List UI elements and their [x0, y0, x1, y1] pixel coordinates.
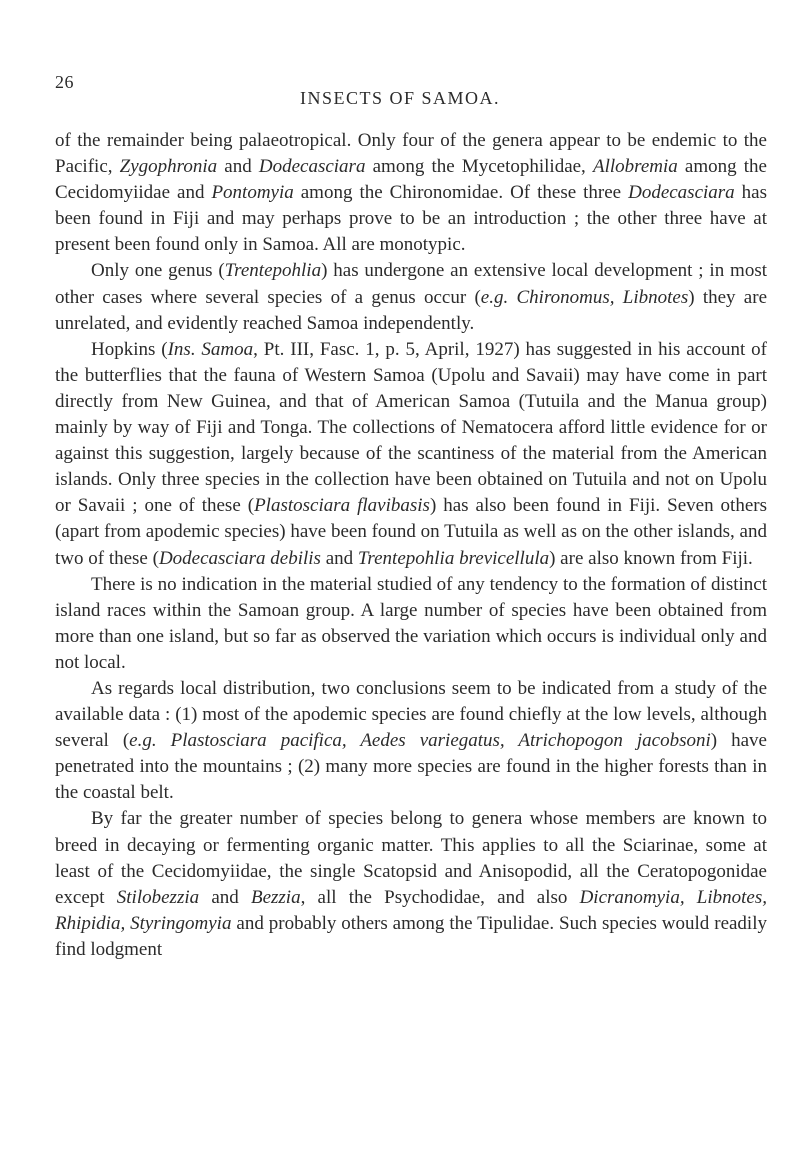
- paragraph: By far the greater number of species belong to genera whose members are known to breed in decaying or fermenting organic matter. This applies to all the Sciarinae, some at least of the Cecidomyiidae, the single Scatopsid and Anisopodid, all the Ceratopogonidae except Stilobezzia and Bezzia, all the Psychodidae, and also Dicranomyia, Libnotes, Rhipidia, Styringomyia and probably others among the Tipulidae. Such species would readily find lodgment: [55, 808, 767, 960]
- body-text: [55, 128, 767, 963]
- paragraph: Only one genus (Trentepohlia) has undergone an extensive local development ; in most other cases where several species of a genus occur (e.g. Chironomus, Libnotes) they are unrelated, and evidently reached Samoa independently.: [55, 260, 767, 334]
- paragraph: As regards local distribution, two conclusions seem to be indicated from a study of the available data : (1) most of the apodemic species are found chiefly at the low levels, although several (e.g. Plastosciara pacifica, Aedes variegatus, Atrichopogon jacobsoni) have penetrated into the mountains ; (2) many more species are found in the higher forests than in the coastal belt.: [55, 677, 767, 804]
- paragraph: Hopkins (Ins. Samoa, Pt. III, Fasc. 1, p. 5, April, 1927) has suggested in his account of the butterflies that the fauna of Western Samoa (Upolu and Savaii) may have come in part directly from New Guinea, and that of American Samoa (Tutuila and the Manua group) mainly by way of Fiji and Tonga. The collections of Nematocera afford little evidence for or against this suggestion, largely because of the scantiness of the material from the American islands. Only three species in the collection have been obtained on Tutuila and not on Upolu or Savaii ; one of these (Plastosciara flavibasis) has also been found in Fiji. Seven others (apart from apodemic species) have been found on Tutuila as well as on the other islands, and two of these (Dodecasciara debilis and Trentepohlia brevicellula) are also known from Fiji.: [55, 338, 767, 569]
- page-number: 26: [55, 72, 74, 92]
- paragraph: There is no indication in the material studied of any tendency to the formation of distinct island races within the Samoan group. A large number of species have been obtained from more than one island, but so far as observed the variation which occurs is individual only and not local.: [55, 573, 767, 673]
- running-head: INSECTS OF SAMOA.: [299, 88, 501, 108]
- paragraph: of the remainder being palaeotropical. Only four of the genera appear to be endemic to the Pacific, Zygophronia and Dodecasciara among the Mycetophilidae, Allobremia among the Cecidomyiidae and Pontomyia among the Chironomidae. Of these three Dodecasciara has been found in Fiji and may perhaps prove to be an introduction ; the other three have at present been found only in Samoa. All are monotypic.: [55, 130, 767, 256]
